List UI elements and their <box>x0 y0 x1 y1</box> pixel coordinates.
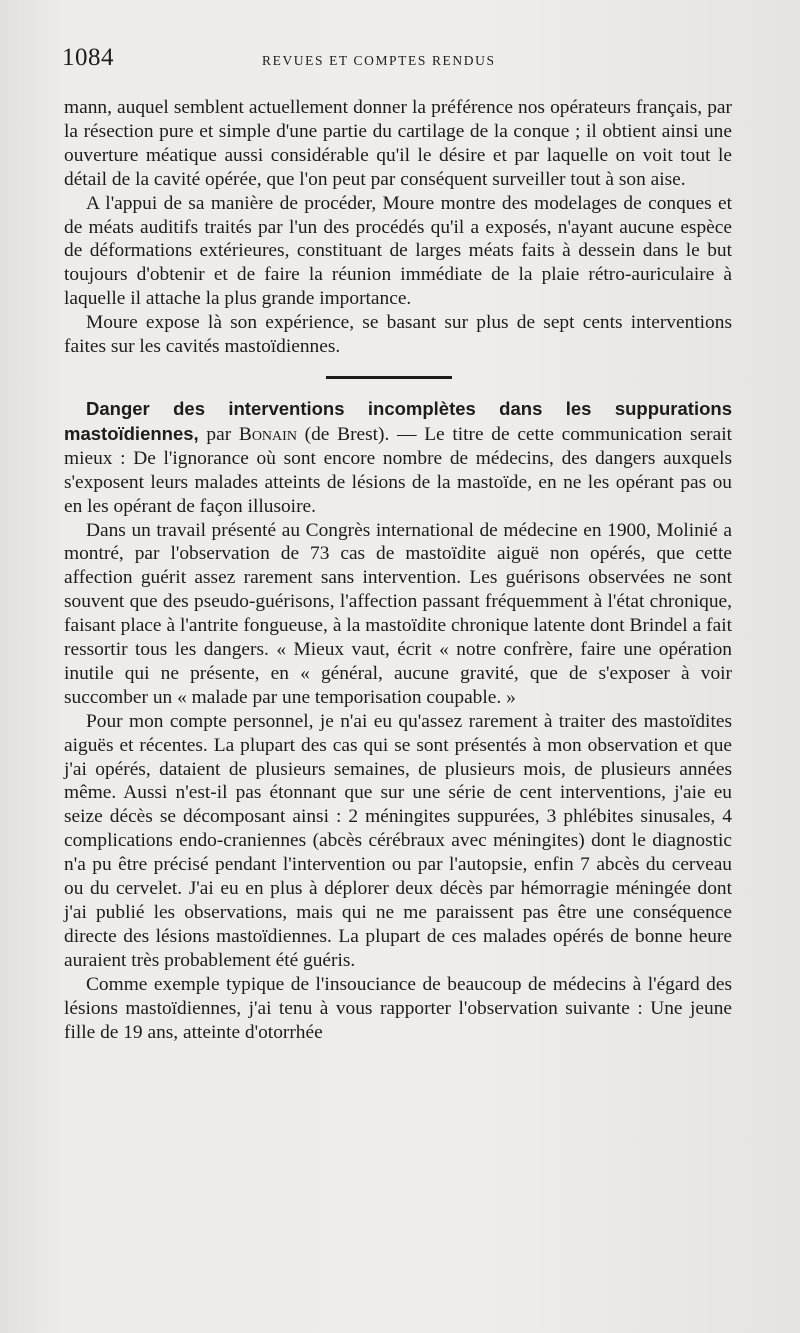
article-heading-paragraph <box>64 397 732 519</box>
section-divider <box>326 376 452 379</box>
paragraph-moure-experience: Moure expose là son expérience, se basant sur plus de sept cents interventions faites sur les cavités mastoïdiennes. <box>64 312 732 358</box>
page-number: 1084 <box>62 44 114 71</box>
article-title: Danger des interventions incomplètes dans les suppurations mastoïdiennes, <box>64 397 732 444</box>
article-location: (de Brest). <box>304 423 390 445</box>
paragraph-example: Comme exemple typique de l'insouciance de beaucoup de médecins à l'égard des lésions mastoïdiennes, j'ai tenu à vous rapporter l'observation suivante : Une jeune fille de 19 ans, atteinte d'otorrhée <box>64 973 732 1043</box>
paragraph-continuation: mann, auquel semblent actuellement donner la préférence nos opérateurs français, par la résection pure et simple d'une partie du cartilage de la conque ; il obtient ainsi une ouverture méatique aussi considérable qu'il le désire et par laquelle on voit tout le détail de la cavité opérée, que l'on peut par conséquent surveiller tout à son aise. <box>64 97 732 190</box>
article-intro: — Le titre de cette communication serait mieux : De l'ignorance où sont encore nombre de médecins, des dangers auxquels s'exposent leurs malades atteints de lésions de la mastoïde, en ne les opérant pas ou en les opérant de façon illusoire. <box>64 423 732 517</box>
article-author: Bonain <box>238 423 297 445</box>
article-by: par <box>206 423 232 445</box>
body-text <box>64 96 732 1044</box>
page-header <box>62 44 740 74</box>
paragraph-moure-models: A l'appui de sa manière de procéder, Moure montre des modelages de conques et de méats auditifs traités par l'un des procédés qu'il a exposés, n'ayant aucune espèce de déformations extérieures, constituant de larges méats faits à dessein dans le but toujours d'obtenir et de faire la réunion immédiate de la plaie rétro-auriculaire à laquelle il attache la plus grande importance. <box>64 192 732 310</box>
paragraph-personal-account: Pour mon compte personnel, je n'ai eu qu'assez rarement à traiter des mastoïdites aiguës et récentes. La plupart des cas qui se sont présentés à mon observation et que j'ai opérés, dataient de plusieurs semaines, de plusieurs mois, de plusieurs années même. Aussi n'est-il pas étonnant que sur une série de cent interventions, j'aie eu seize décès se décomposant ainsi : 2 méningites suppurées, 3 phlébites sinusales, 4 complications endo-craniennes (abcès cérébraux avec méningites) dont le diagnostic n'a pu être précisé pendant l'intervention ou par l'autopsie, enfin 7 abcès du cerveau ou du cervelet. J'ai eu en plus à déplorer deux décès par hémorragie méningée dont j'ai publié les observations, mais qui ne me paraissent pas être une conséquence directe des lésions mastoïdiennes. La plupart de ces malades opérés de bonne heure auraient très probablement été guéris. <box>64 710 732 971</box>
paragraph-molinie: Dans un travail présenté au Congrès international de médecine en 1900, Molinié a montré, par l'observation de 73 cas de mastoïdite aiguë non opérés, que cette affection guérit assez rarement sans intervention. Les guérisons observées ne sont souvent que des pseudo-guérisons, l'affection passant fréquemment à l'état chronique, faisant place à l'antrite fongueuse, à la mastoïdite chronique latente dont Brindel a fait ressortir tous les dangers. « Mieux vaut, écrit « notre confrère, faire une opération inutile qui ne présente, en « général, aucune gravité, que de s'exposer à voir succomber un « malade par une temporisation coupable. » <box>64 519 732 708</box>
running-head: REVUES ET COMPTES RENDUS <box>262 53 496 68</box>
